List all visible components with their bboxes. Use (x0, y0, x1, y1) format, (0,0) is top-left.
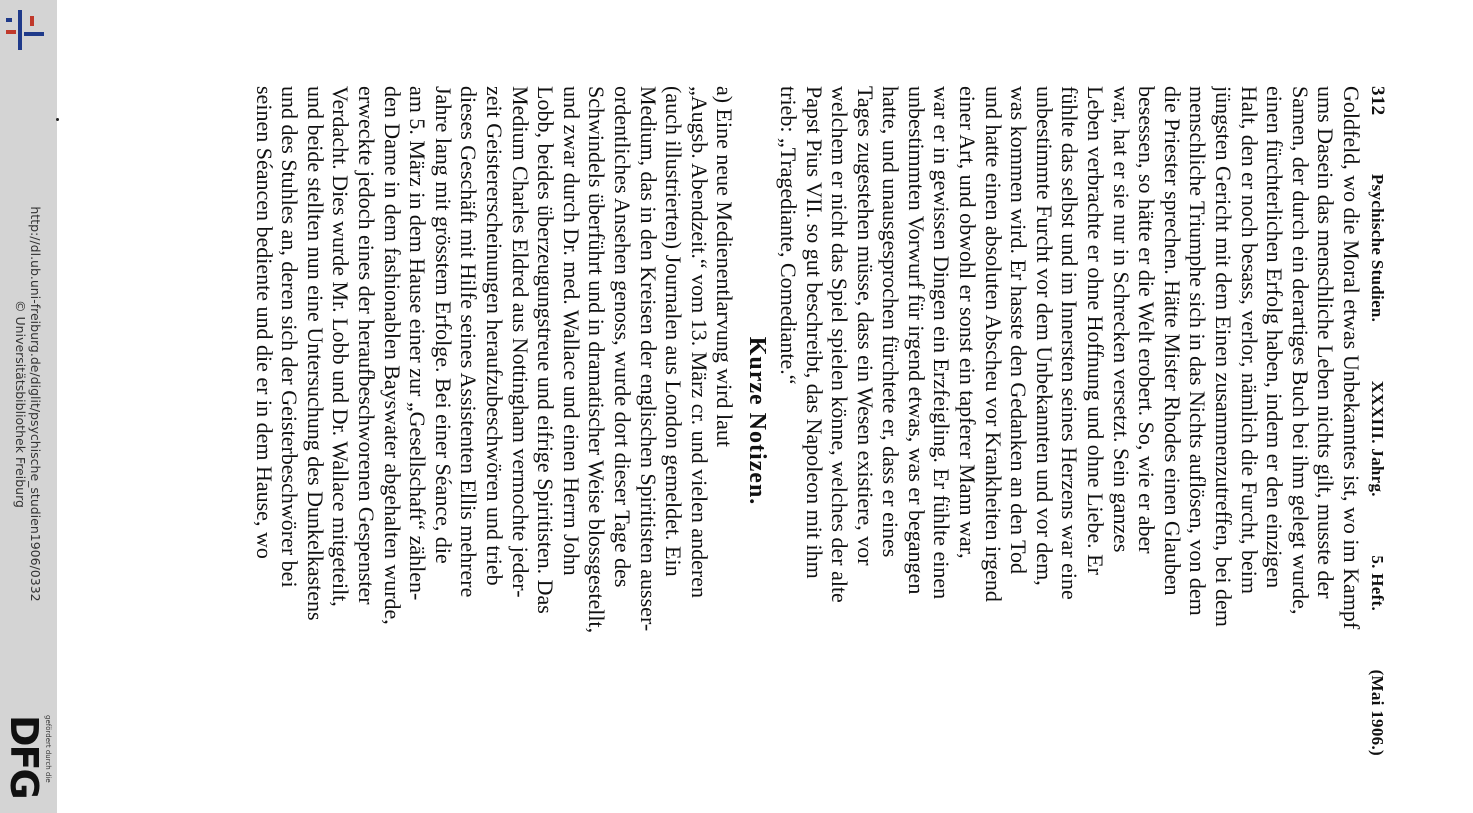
text-line: (auch illustrierten) Journalen aus London gemeldet. Ein (661, 86, 687, 577)
text-line: trieb: „Tragediante, Comediante.“ (775, 86, 801, 385)
journal-title: Psychische Studien. (1368, 173, 1387, 323)
sidebar (0, 0, 57, 813)
volume: XXXIII. Jahrg. (1368, 380, 1387, 497)
dfg-logo (4, 715, 52, 807)
text-line: Jahre lang mit grösstem Erfolge. Bei einer Séance, die (430, 86, 456, 564)
copyright-text: © Universitätsbibliothek Freiburg (13, 300, 28, 508)
text-line: Lobb, beides überzeugungstreue und eifrige Spiritisten. Das (533, 86, 559, 614)
text-line: die Priester sprechen. Hätte Mister Rhodes einen Glauben (1159, 86, 1185, 596)
text-line: den Dame in dem fashionablen Bayswater abgehalten wurde, (379, 86, 405, 625)
source-url[interactable]: http://dl.ub.uni-freiburg.de/diglit/psychische_studien1906/0332 (28, 206, 43, 602)
text-line: ums Dasein das menschliche Leben nichts gilt, musste der (1313, 86, 1339, 599)
text-line: a) Eine neue Medienentlarvung wird laut (712, 86, 738, 448)
text-line: Medium, das in den Kreisen der englischen Spiritisten ausser- (635, 86, 661, 632)
section-title: Kurze Notizen. (744, 336, 771, 506)
text-line: Halt, den er noch besass, verlor, nämlich die Furcht, beim (1236, 86, 1262, 595)
text-line: Leben verbrachte er ohne Hoffnung und ohne Liebe. Er (1083, 86, 1109, 575)
issue-date: (Mai 1906.) (1368, 669, 1387, 756)
dfg-caption: gefördert durch die (44, 715, 52, 783)
text-line: und beide stellten nun eine Untersuchung des Dunkelkastens (302, 86, 328, 621)
running-header (1364, 86, 1390, 756)
dfg-logo-icon: DFG (2, 715, 46, 798)
text-line: Schwindels überführt und in dramatischer Weise blossgestellt, (584, 86, 610, 634)
text-line: erweckte jedoch eines der heraufbeschworenen Gespenster (354, 86, 380, 605)
text-line: besessen, so hätte er die Welt erobert. So, wie er aber (1134, 86, 1160, 554)
text-line: war, hat er sie nur in Schrecken versetzt. Sein ganzes (1108, 86, 1134, 553)
text-line: am 5. März in dem Hause einer zur „Gesellschaft“ zählen- (405, 86, 431, 601)
text-line: einen fürchterlichen Erfolg haben, indem er den einzigen (1262, 86, 1288, 589)
text-line: hatte, und unausgesprochen fürchtete er, dass er eines (878, 86, 904, 558)
scanned-page (180, 86, 1390, 756)
notice-paragraph (251, 86, 737, 756)
article-paragraph (775, 86, 1364, 756)
text-line: welchem er nicht das Spiel spielen könne, welches der alte (827, 86, 853, 603)
scan-speck (56, 118, 59, 121)
university-logo-icon (4, 8, 48, 52)
text-line: was kommen wird. Er hasste den Gedanken an den Tod (1006, 86, 1032, 575)
text-line: menschliche Triumphe sich in das Nichts auflösen, von dem (1185, 86, 1211, 616)
text-line: „Augsb. Abendzeit.“ vom 13. März cr. und vielen anderen (686, 86, 712, 598)
issue: 5. Heft. (1368, 555, 1387, 612)
sidebar-citation (13, 179, 43, 629)
text-line: Tages zugestehen müsse, dass ein Wesen existiere, vor (852, 86, 878, 566)
text-line: zeit Geistererscheinungen heraufzubeschwören und trieb (482, 86, 507, 586)
text-line: war er in gewissen Dingen ein Erzfeigling. Er fühlte einen (929, 86, 955, 600)
text-line: Samen, der durch ein derartiges Buch bei ihm gelegt wurde, (1287, 86, 1313, 615)
text-line: ordentliches Ansehen genoss, wurde dort dieser Tage des (609, 86, 635, 588)
text-line: Papst Pius VII. so gut beschreibt, das Napoleon mit ihm (801, 86, 827, 579)
text-line: einer Art, und obwohl er sonst ein tapferer Mann war, (955, 86, 981, 559)
text-line: jüngsten Gericht mit dem Einen zusammenzutreffen, bei dem (1211, 86, 1237, 627)
text-line: unbestimmte Furcht vor dem Unbekannten und vor dem, (1031, 86, 1057, 586)
text-line: fühlte das selbst und im Innersten seines Herzens war eine (1057, 86, 1083, 600)
text-line: Medium Charles Eldred aus Nottingham vermochte jeder- (507, 86, 533, 598)
page-number: 312 (1367, 86, 1388, 116)
text-line: und zwar durch Dr. med. Wallace und einen Herrn John (558, 86, 584, 576)
text-line: und hatte einen absoluten Abscheu vor Krankheiten irgend (980, 86, 1006, 602)
text-line: seinen Séancen bediente und die er in dem Hause, wo (251, 86, 277, 559)
text-line: unbestimmten Vorwurf für irgend etwas, was er begangen (903, 86, 929, 595)
text-line: Goldfeld, wo die Moral etwas Unbekanntes ist, wo im Kampf (1339, 86, 1364, 630)
text-line: dieses Geschäft mit Hilfe seines Assistenten Ellis mehrere (456, 86, 482, 598)
text-line: und des Stuhles an, deren sich der Geisterbeschwörer bei (277, 86, 303, 588)
text-line: Verdacht. Dies wurde Mr. Lobb und Dr. Wallace mitgeteilt, (328, 86, 354, 607)
